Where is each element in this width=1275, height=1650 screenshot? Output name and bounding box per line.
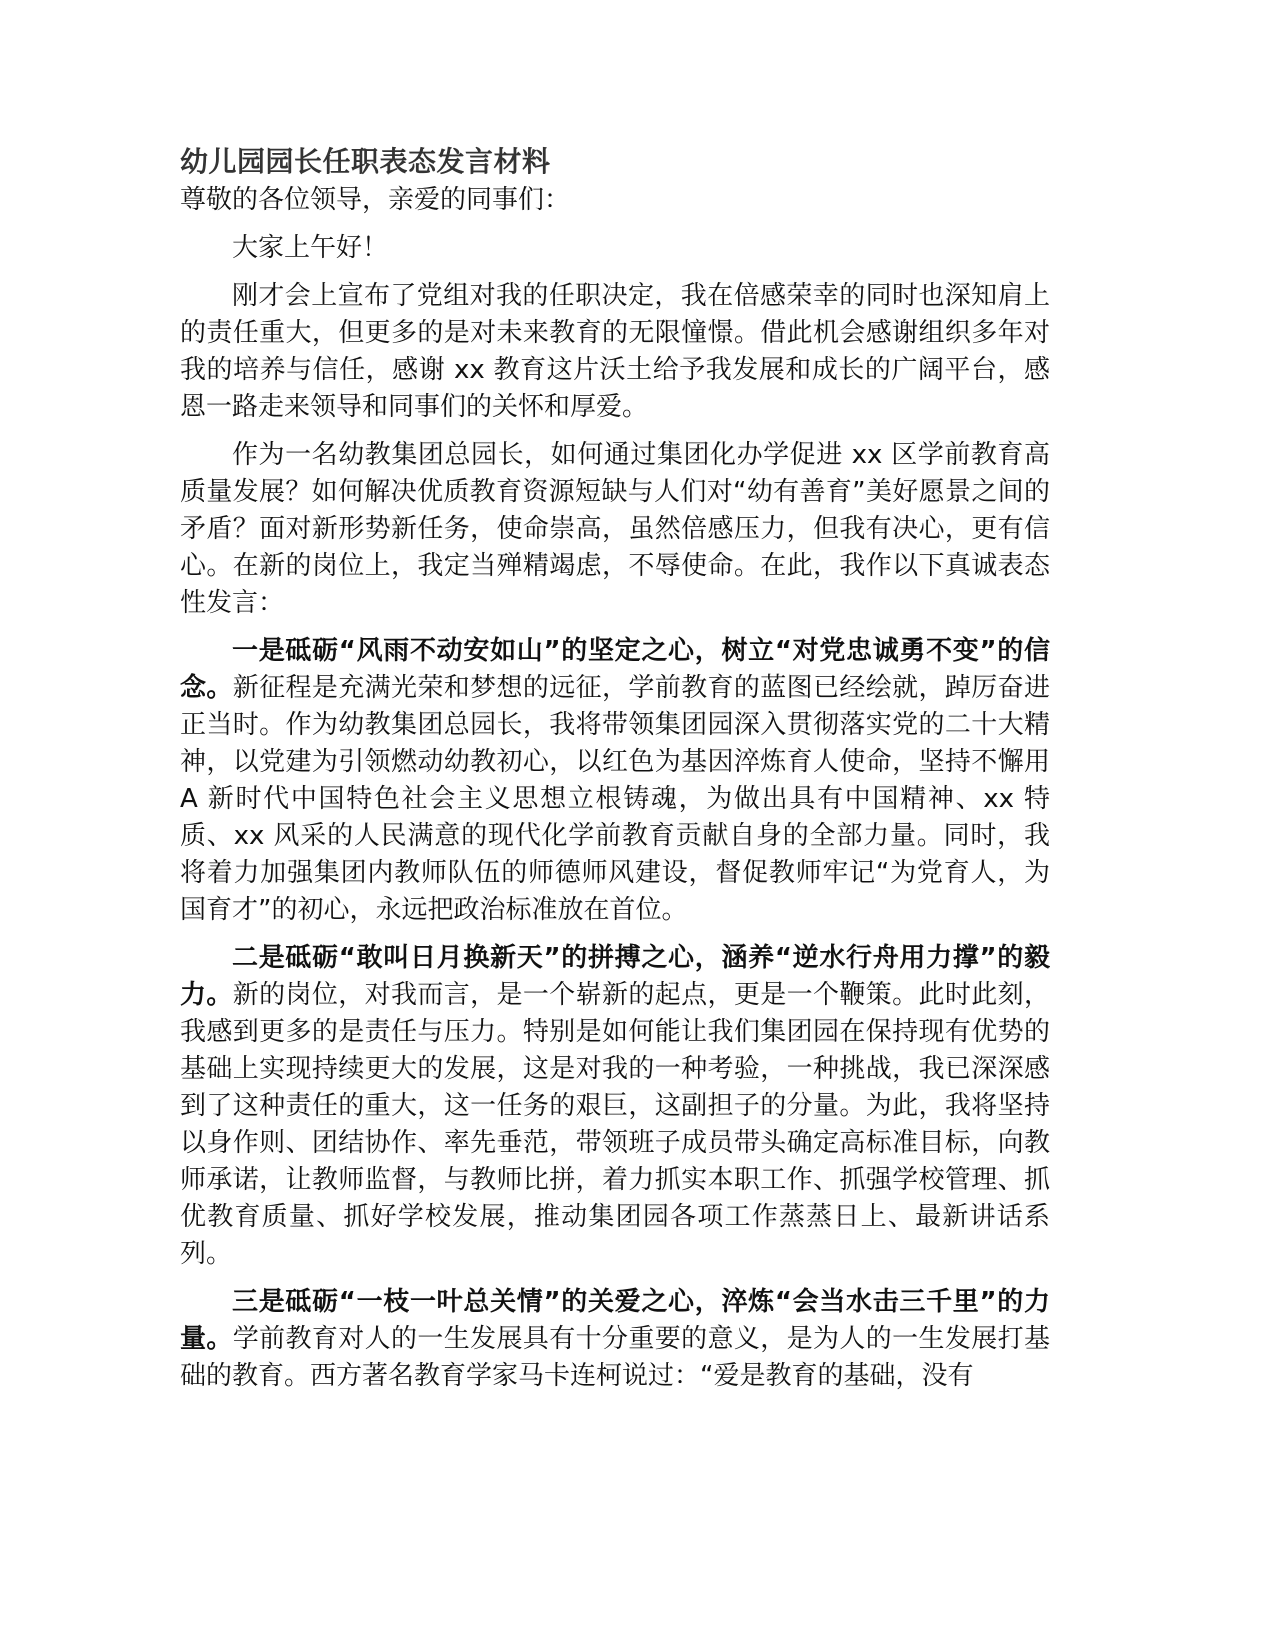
paragraph-3-body: 新征程是充满光荣和梦想的远征，学前教育的蓝图已经绘就，踔厉奋进正当时。作为幼教集团总园长，我将带领集团园深入贯彻落实党的二十大精神，以党建为引领燃动幼教初心，以红色为基因淬炼育人使命，坚持不懈用 A 新时代中国特色社会主义思想立根铸魂，为做出具有中国精神、xx 特质、xx 风采的人民满意的现代化学前教育贡献自身的全部力量。同时，我将着力加强集团内教师队伍的师德师风建设，督促教师牢记“为党育人，为国育才”的初心，永远把政治标准放在首位。 <box>180 673 1050 925</box>
paragraph-1-body: 刚才会上宣布了党组对我的任职决定，我在倍感荣幸的同时也深知肩上的责任重大，但更多的是对未来教育的无限憧憬。借此机会感谢组织多年对我的培养与信任，感谢 xx 教育这片沃土给予我发展和成长的广阔平台，感恩一路走来领导和同事们的关怀和厚爱。 <box>180 281 1050 422</box>
salutation: 尊敬的各位领导，亲爱的同事们： <box>180 185 571 215</box>
paragraph-2 <box>180 437 1050 622</box>
paragraph-4-body: 新的岗位，对我而言，是一个崭新的起点，更是一个鞭策。此时此刻，我感到更多的是责任与压力。特别是如何能让我们集团园在保持现有优势的基础上实现持续更大的发展，这是对我的一种考验，一种挑战，我已深深感到了这种责任的重大，这一任务的艰巨，这副担子的分量。为此，我将坚持以身作则、团结协作、率先垂范，带领班子成员带头确定高标准目标，向教师承诺，让教师监督，与教师比拼，着力抓实本职工作、抓强学校管理、抓优教育质量、抓好学校发展，推动集团园各项工作蒸蒸日上、最新讲话系列。 <box>180 980 1050 1269</box>
paragraph-1 <box>180 278 1050 426</box>
paragraph-3 <box>180 633 1050 929</box>
paragraph-4-lead: 二是砥砺“敢叫日月换新天”的拼搏之心，涵养“逆水行舟用力撑”的毅力。 <box>180 943 1050 1010</box>
document-title: 幼儿园园长任职表态发言材料 <box>180 145 551 178</box>
greeting: 大家上午好！ <box>232 233 389 263</box>
paragraph-5-body: 学前教育对人的一生发展具有十分重要的意义，是为人的一生发展打基础的教育。西方著名教育学家马卡连柯说过：“爱是教育的基础，没有 <box>180 1324 1050 1391</box>
paragraph-5 <box>180 1284 1050 1395</box>
document-page <box>180 142 1050 1406</box>
paragraph-5-lead: 三是砥砺“一枝一叶总关情”的关爱之心，淬炼“会当水击三千里”的力量。 <box>180 1287 1050 1354</box>
paragraph-4 <box>180 940 1050 1273</box>
paragraph-2-body: 作为一名幼教集团总园长，如何通过集团化办学促进 xx 区学前教育高质量发展？如何解决优质教育资源短缺与人们对“幼有善育”美好愿景之间的矛盾？面对新形势新任务，使命崇高，虽然倍感压力，但我有决心，更有信心。在新的岗位上，我定当殚精竭虑，不辱使命。在此，我作以下真诚表态性发言： <box>180 440 1050 618</box>
paragraph-3-lead: 一是砥砺“风雨不动安如山”的坚定之心，树立“对党忠诚勇不变”的信念。 <box>180 636 1050 703</box>
